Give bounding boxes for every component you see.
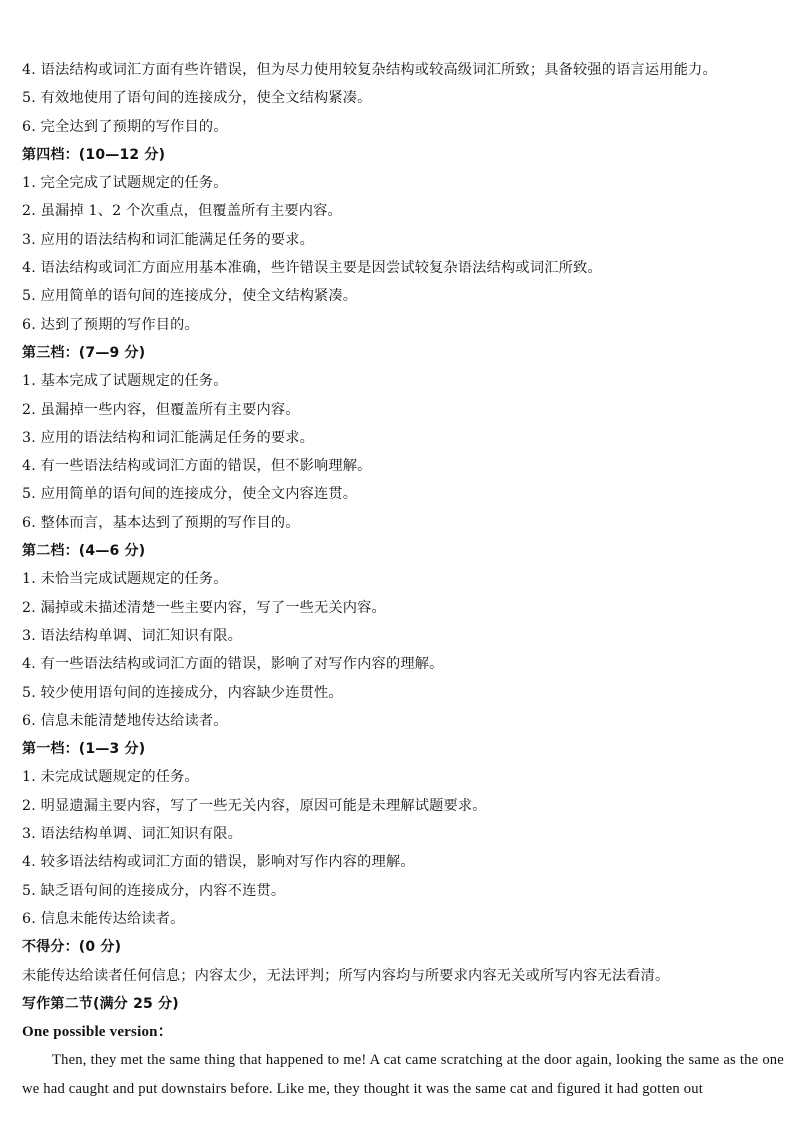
criterion-line: 2. 明显遗漏主要内容，写了一些无关内容，原因可能是未理解试题要求。 bbox=[22, 797, 487, 814]
criterion-line: 5. 应用简单的语句间的连接成分，使全文内容连贯。 bbox=[22, 486, 358, 503]
criterion-line: 6. 信息未能传达给读者。 bbox=[22, 910, 185, 927]
criterion-line: 4. 语法结构或词汇方面有些许错误，但为尽力使用较复杂结构或较高级词汇所致；具备较强的语言运用能力。 bbox=[22, 62, 717, 78]
criterion-line: 5. 有效地使用了语句间的连接成分，使全文结构紧凑。 bbox=[22, 90, 372, 107]
grade-heading: 第四档：(10—12 分) bbox=[22, 146, 166, 163]
criterion-line: 2. 漏掉或未描述清楚一些主要内容，写了一些无关内容。 bbox=[22, 599, 386, 616]
grade-heading: 不得分：(0 分) bbox=[22, 939, 122, 956]
criterion-line: 未能传达给读者任何信息；内容太少，无法评判；所写内容均与所要求内容无关或所写内容无法看清。 bbox=[22, 967, 670, 984]
criterion-line: 5. 应用简单的语句间的连接成分，使全文结构紧凑。 bbox=[22, 288, 358, 305]
criterion-line: 1. 未恰当完成试题规定的任务。 bbox=[22, 571, 228, 588]
grade-heading: 第二档：(4—6 分) bbox=[22, 543, 146, 560]
criterion-line: 6. 达到了预期的写作目的。 bbox=[22, 316, 199, 333]
grade-heading: 第三档：(7—9 分) bbox=[22, 344, 146, 361]
sample-label: One possible version： bbox=[22, 1024, 173, 1041]
document-body bbox=[22, 56, 792, 1103]
criterion-line: 3. 语法结构单调、词汇知识有限。 bbox=[22, 627, 243, 644]
criterion-line: 2. 虽漏掉一些内容，但覆盖所有主要内容。 bbox=[22, 401, 300, 418]
criterion-line: 4. 有一些语法结构或词汇方面的错误，但不影响理解。 bbox=[22, 458, 372, 475]
grade-heading: 第一档：(1—3 分) bbox=[22, 741, 146, 758]
criterion-line: 5. 较少使用语句间的连接成分，内容缺少连贯性。 bbox=[22, 684, 343, 701]
criterion-line: 6. 信息未能清楚地传达给读者。 bbox=[22, 712, 228, 729]
sample-essay-paragraph: Then, they met the same thing that happened to me! A cat came scratching at the door again, looking the same as the one we had caught and put downstairs before. Like me, they thought it was the same cat and figured it had gotten out bbox=[22, 1052, 784, 1097]
criterion-line: 2. 虽漏掉 1、2 个次重点，但覆盖所有主要内容。 bbox=[22, 203, 342, 220]
criterion-line: 5. 缺乏语句间的连接成分，内容不连贯。 bbox=[22, 882, 286, 899]
criterion-line: 3. 语法结构单调、词汇知识有限。 bbox=[22, 826, 243, 843]
criterion-line: 4. 有一些语法结构或词汇方面的错误，影响了对写作内容的理解。 bbox=[22, 656, 444, 673]
criterion-line: 6. 完全达到了预期的写作目的。 bbox=[22, 118, 228, 135]
criterion-line: 3. 应用的语法结构和词汇能满足任务的要求。 bbox=[22, 231, 315, 248]
criterion-line: 4. 语法结构或词汇方面应用基本准确，些许错误主要是因尝试较复杂语法结构或词汇所致。 bbox=[22, 260, 602, 277]
criterion-line: 1. 未完成试题规定的任务。 bbox=[22, 769, 199, 786]
criterion-line: 1. 基本完成了试题规定的任务。 bbox=[22, 373, 228, 390]
criterion-line: 1. 完全完成了试题规定的任务。 bbox=[22, 175, 228, 192]
criterion-line: 6. 整体而言，基本达到了预期的写作目的。 bbox=[22, 514, 300, 531]
section-heading: 写作第二节(满分 25 分) bbox=[22, 995, 179, 1012]
criterion-line: 4. 较多语法结构或词汇方面的错误，影响对写作内容的理解。 bbox=[22, 854, 415, 871]
criterion-line: 3. 应用的语法结构和词汇能满足任务的要求。 bbox=[22, 429, 315, 446]
